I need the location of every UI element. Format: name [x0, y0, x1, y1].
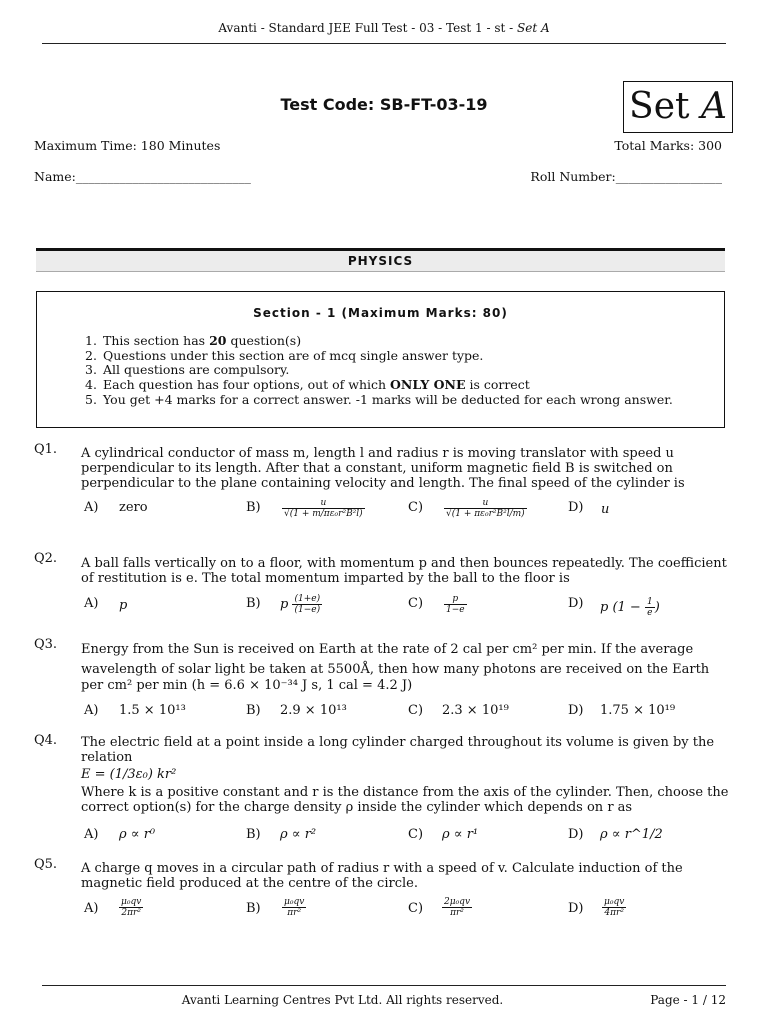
option-label: A)	[84, 901, 99, 916]
option-c[interactable]: ρ ∝ r¹	[442, 827, 479, 842]
option-b[interactable]: 2.9 × 10¹³	[280, 703, 347, 718]
option-c[interactable]: $\frac{u}{\text{√(1 + πε₀r²B²l/m)}}$	[446, 498, 525, 519]
option-a[interactable]: $\frac{\text{μ₀qv}}{\text{2πr²}}$	[121, 897, 142, 918]
name-field: Name:____________________________	[34, 169, 251, 184]
question-number: Q3.	[34, 637, 58, 652]
option-label: B)	[246, 596, 261, 611]
instruction-item: 4. Each question has four options, out of which ONLY ONE is correct	[85, 377, 530, 392]
header-rule	[42, 43, 726, 44]
test-code: Test Code: SB-FT-03-19	[280, 95, 488, 114]
question-text: A ball falls vertically on to a floor, with momentum p and then bounces repeatedly. The coefficient of restitution is e. The total momentum imparted by the ball to the floor is	[81, 556, 727, 586]
option-label: A)	[84, 827, 99, 842]
instruction-item: 5. You get +4 marks for a correct answer. -1 marks will be deducted for each wrong answer.	[85, 392, 673, 407]
option-d[interactable]: 1.75 × 10¹⁹	[600, 703, 676, 718]
option-c[interactable]: $\frac{\text{2μ₀qv}}{\text{πr²}}$	[444, 897, 471, 918]
option-label: B)	[246, 703, 261, 718]
header-set: Set A	[517, 21, 550, 35]
option-a[interactable]: zero	[119, 500, 148, 515]
footer-company: Avanti Learning Centres Pvt Ltd. All rights reserved.	[181, 993, 504, 1007]
header-title: Avanti - Standard JEE Full Test - 03 - Test 1 - st -	[218, 21, 517, 35]
option-b[interactable]: $\frac{u}{\text{√(1 + m/πε₀r²B²l)}}$	[284, 498, 363, 519]
question-number: Q1.	[34, 442, 58, 457]
question-number: Q4.	[34, 733, 58, 748]
option-label: B)	[246, 827, 261, 842]
option-label: C)	[408, 500, 424, 515]
instruction-item: 3. All questions are compulsory.	[85, 362, 290, 377]
footer-rule	[42, 985, 726, 986]
option-label: C)	[408, 901, 424, 916]
option-label: A)	[84, 500, 99, 515]
option-label: A)	[84, 596, 99, 611]
option-d[interactable]: p (1 − $\frac{1}{e}$ )	[600, 597, 660, 618]
option-label: B)	[246, 901, 261, 916]
option-label: C)	[408, 596, 424, 611]
option-label: C)	[408, 827, 424, 842]
option-a[interactable]: 1.5 × 10¹³	[119, 703, 186, 718]
option-c[interactable]: 2.3 × 10¹⁹	[442, 703, 509, 718]
question-number: Q2.	[34, 551, 58, 566]
question-text: A cylindrical conductor of mass m, length l and radius r is moving translator with speed u perpendicular to its length. After that a constant, uniform magnetic field B is switched on perpendicular to the plane containing velocity and length. The final speed of the cylinder is	[81, 446, 685, 491]
option-label: D)	[568, 901, 584, 916]
total-marks: Total Marks: 300	[614, 138, 722, 153]
option-label: C)	[408, 703, 424, 718]
section-title: Section - 1 (Maximum Marks: 80)	[253, 306, 508, 320]
set-word: Set	[629, 86, 690, 127]
option-label: D)	[568, 500, 584, 515]
question-text: The electric field at a point inside a long cylinder charged throughout its volume is given by the relation E = (1/3ε₀) kr² Where k is a positive constant and r is the distance from the axis of the cylinder. Then, choose the correct option(s) for the charge density ρ inside the cylinder which depends on r as	[81, 735, 731, 815]
option-label: B)	[246, 500, 261, 515]
option-label: A)	[84, 703, 99, 718]
roll-number-field: Roll Number:_________________	[530, 169, 722, 184]
option-b[interactable]: p $\frac{(1+e)}{(1-e)}$	[280, 594, 321, 615]
option-a[interactable]: p	[119, 598, 128, 613]
question-text: Energy from the Sun is received on Earth at the rate of 2 cal per cm² per min. If the average wavelength of solar light be taken at 5500Å, then how many photons are received on the Earth per cm² per min (h = 6.6 × 10⁻³⁴ J s, 1 cal = 4.2 J)	[81, 642, 710, 693]
question-text: A charge q moves in a circular path of radius r with a speed of v. Calculate induction of the magnetic field produced at the centre of the circle.	[81, 861, 683, 891]
instruction-item: 2. Questions under this section are of mcq single answer type.	[85, 348, 484, 363]
option-c[interactable]: $\frac{p}{1-e}$	[446, 594, 465, 615]
option-d[interactable]: ρ ∝ r^1/2	[600, 827, 663, 842]
option-label: D)	[568, 703, 584, 718]
section-box	[36, 291, 725, 428]
page-header	[0, 21, 768, 35]
formula: E = (1/3ε₀) kr²	[81, 767, 177, 782]
max-time: Maximum Time: 180 Minutes	[34, 138, 221, 153]
option-d[interactable]: u	[601, 502, 610, 517]
set-letter: A	[700, 86, 727, 127]
question-number: Q5.	[34, 857, 58, 872]
option-d[interactable]: $\frac{\text{μ₀qv}}{\text{4πr²}}$	[604, 897, 625, 918]
page-number: Page - 1 / 12	[650, 993, 726, 1007]
option-label: D)	[568, 596, 584, 611]
option-b[interactable]: ρ ∝ r²	[280, 827, 317, 842]
instruction-item: 1. This section has 20 question(s)	[85, 333, 302, 348]
option-a[interactable]: ρ ∝ r⁰	[119, 827, 156, 842]
option-label: D)	[568, 827, 584, 842]
subject-bar: PHYSICS	[36, 248, 725, 272]
option-b[interactable]: $\frac{\text{μ₀qv}}{\text{πr²}}$	[284, 897, 305, 918]
